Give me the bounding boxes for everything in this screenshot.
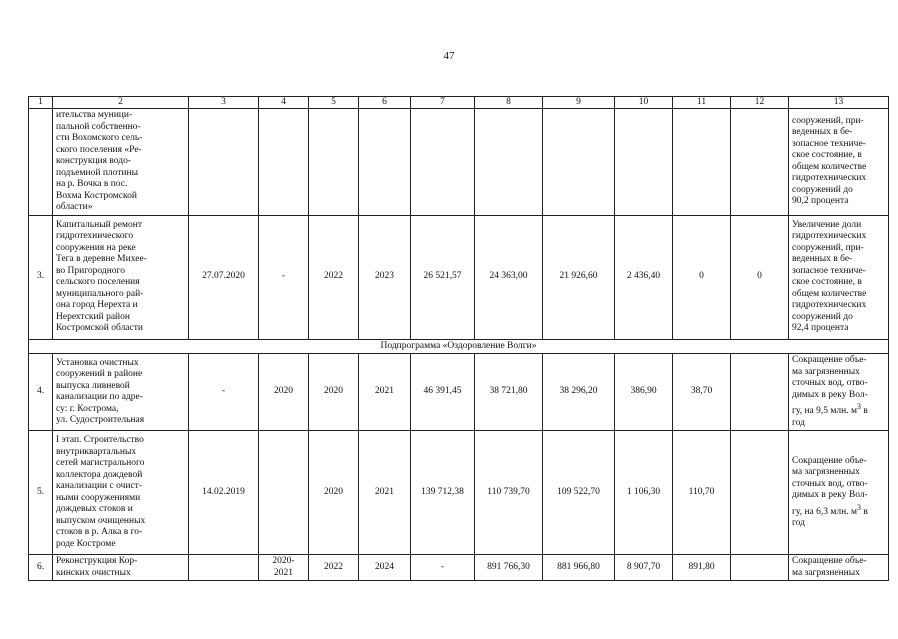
program-table [28,96,889,581]
measure-description: Реконструкция Кор- кинских очистных [53,555,189,581]
column-number: 3 [189,97,259,109]
table-row [29,215,889,339]
cell: - [411,555,475,581]
cell: 881 966,80 [543,555,615,581]
table-row [29,555,889,581]
cell: 46 391,45 [411,354,475,431]
cell [731,555,789,581]
cell: 110,70 [673,431,731,555]
cell: 2021 [359,431,411,555]
column-number: 4 [259,97,309,109]
cell [731,431,789,555]
column-number: 12 [731,97,789,109]
cell [411,109,475,216]
cell: 38 721,80 [475,354,543,431]
cell: 891 766,30 [475,555,543,581]
cell: 27.07.2020 [189,215,259,339]
table-row [29,109,889,216]
section-row [29,339,889,354]
cell: 109 522,70 [543,431,615,555]
result-description: Увеличение доли гидротехнических сооружений, при- веденных в бе- зопасное техниче- ское состояние, в общем количестве гидротехнических сооружений до 92,4 процента [789,215,889,339]
cell [731,109,789,216]
column-number: 7 [411,97,475,109]
cell [259,109,309,216]
measure-description: Установка очистных сооружений в районе выпуска ливневой канализации по адре- су: г. Кострома, ул. Судостроительная [53,354,189,431]
column-number: 6 [359,97,411,109]
result-description: Сокращение объе- ма загрязненных [789,555,889,581]
row-number: 5. [29,431,53,555]
cell: 0 [731,215,789,339]
cell: 110 739,70 [475,431,543,555]
cell [673,109,731,216]
row-number: 4. [29,354,53,431]
cell: 14.02.2019 [189,431,259,555]
cell [259,431,309,555]
cell [615,109,673,216]
cell: 1 106,30 [615,431,673,555]
column-number: 2 [53,97,189,109]
column-number: 13 [789,97,889,109]
table-row [29,431,889,555]
row-number: 3. [29,215,53,339]
cell: 2023 [359,215,411,339]
result-description [789,431,889,555]
cell: 0 [673,215,731,339]
column-number: 10 [615,97,673,109]
column-number: 1 [29,97,53,109]
cell: 2 436,40 [615,215,673,339]
measure-description: Капитальный ремонт гидротехнического сооружения на реке Тега в деревне Михее- во Пригородного сельского поселения муниципального рай- она город Нерехта и Нерехтский район Костромской области [53,215,189,339]
cell [189,109,259,216]
subprogram-title: Подпрограмма «Оздоровление Волги» [29,339,889,354]
cell [543,109,615,216]
superscript: 3 [856,502,861,512]
cell: 26 521,57 [411,215,475,339]
cell [189,555,259,581]
cell: 386,90 [615,354,673,431]
cell: 38,70 [673,354,731,431]
result-text: Сокращение объе- ма загрязненных сточных вод, отво- димых в реку Вол- гу, на 9,5 млн. м [792,355,868,417]
cell [309,109,359,216]
cell: 2020 [309,431,359,555]
cell [475,109,543,216]
cell: 139 712,38 [411,431,475,555]
cell: 8 907,70 [615,555,673,581]
cell: - [259,215,309,339]
result-description: сооружений, при- веденных в бе- зопасное техниче- ское состояние, в общем количестве гидротехнических сооружений до 90,2 процента [789,109,889,216]
cell: 891,80 [673,555,731,581]
column-number: 8 [475,97,543,109]
result-text: в год [792,406,868,428]
superscript: 3 [856,402,861,411]
cell: 2020 [259,354,309,431]
cell: 24 363,00 [475,215,543,339]
cell: 21 926,60 [543,215,615,339]
cell: 2024 [359,555,411,581]
cell [731,354,789,431]
table-row [29,354,889,431]
column-number-row [29,97,889,109]
cell: 2021 [359,354,411,431]
page-number: 47 [443,50,455,62]
row-number: 6. [29,555,53,581]
result-text: в год [792,506,868,529]
cell: 2022 [309,555,359,581]
result-text: Сокращение объе- ма загрязненных сточных вод, отво- димых в реку Вол- гу, на 6,3 млн. м [792,455,868,517]
cell [359,109,411,216]
result-description [789,354,889,431]
cell: 2020- 2021 [259,555,309,581]
measure-description: ительства муници- пальной собственно- сти Вохомского сель- ского поселения «Ре- конструкция водо- подъемной плотины на р. Вочка в пос. Вохма Костромской области» [53,109,189,216]
row-number [29,109,53,216]
cell: 2022 [309,215,359,339]
column-number: 5 [309,97,359,109]
measure-description: I этап. Строительство внутриквартальных сетей магистрального коллектора дождевой канализации с очист- ными сооружениями дождевых стоков и выпуском очищенных стоков в р. Алка в го- роде Костроме [53,431,189,555]
cell: 38 296,20 [543,354,615,431]
column-number: 11 [673,97,731,109]
column-number: 9 [543,97,615,109]
cell: 2020 [309,354,359,431]
cell: - [189,354,259,431]
